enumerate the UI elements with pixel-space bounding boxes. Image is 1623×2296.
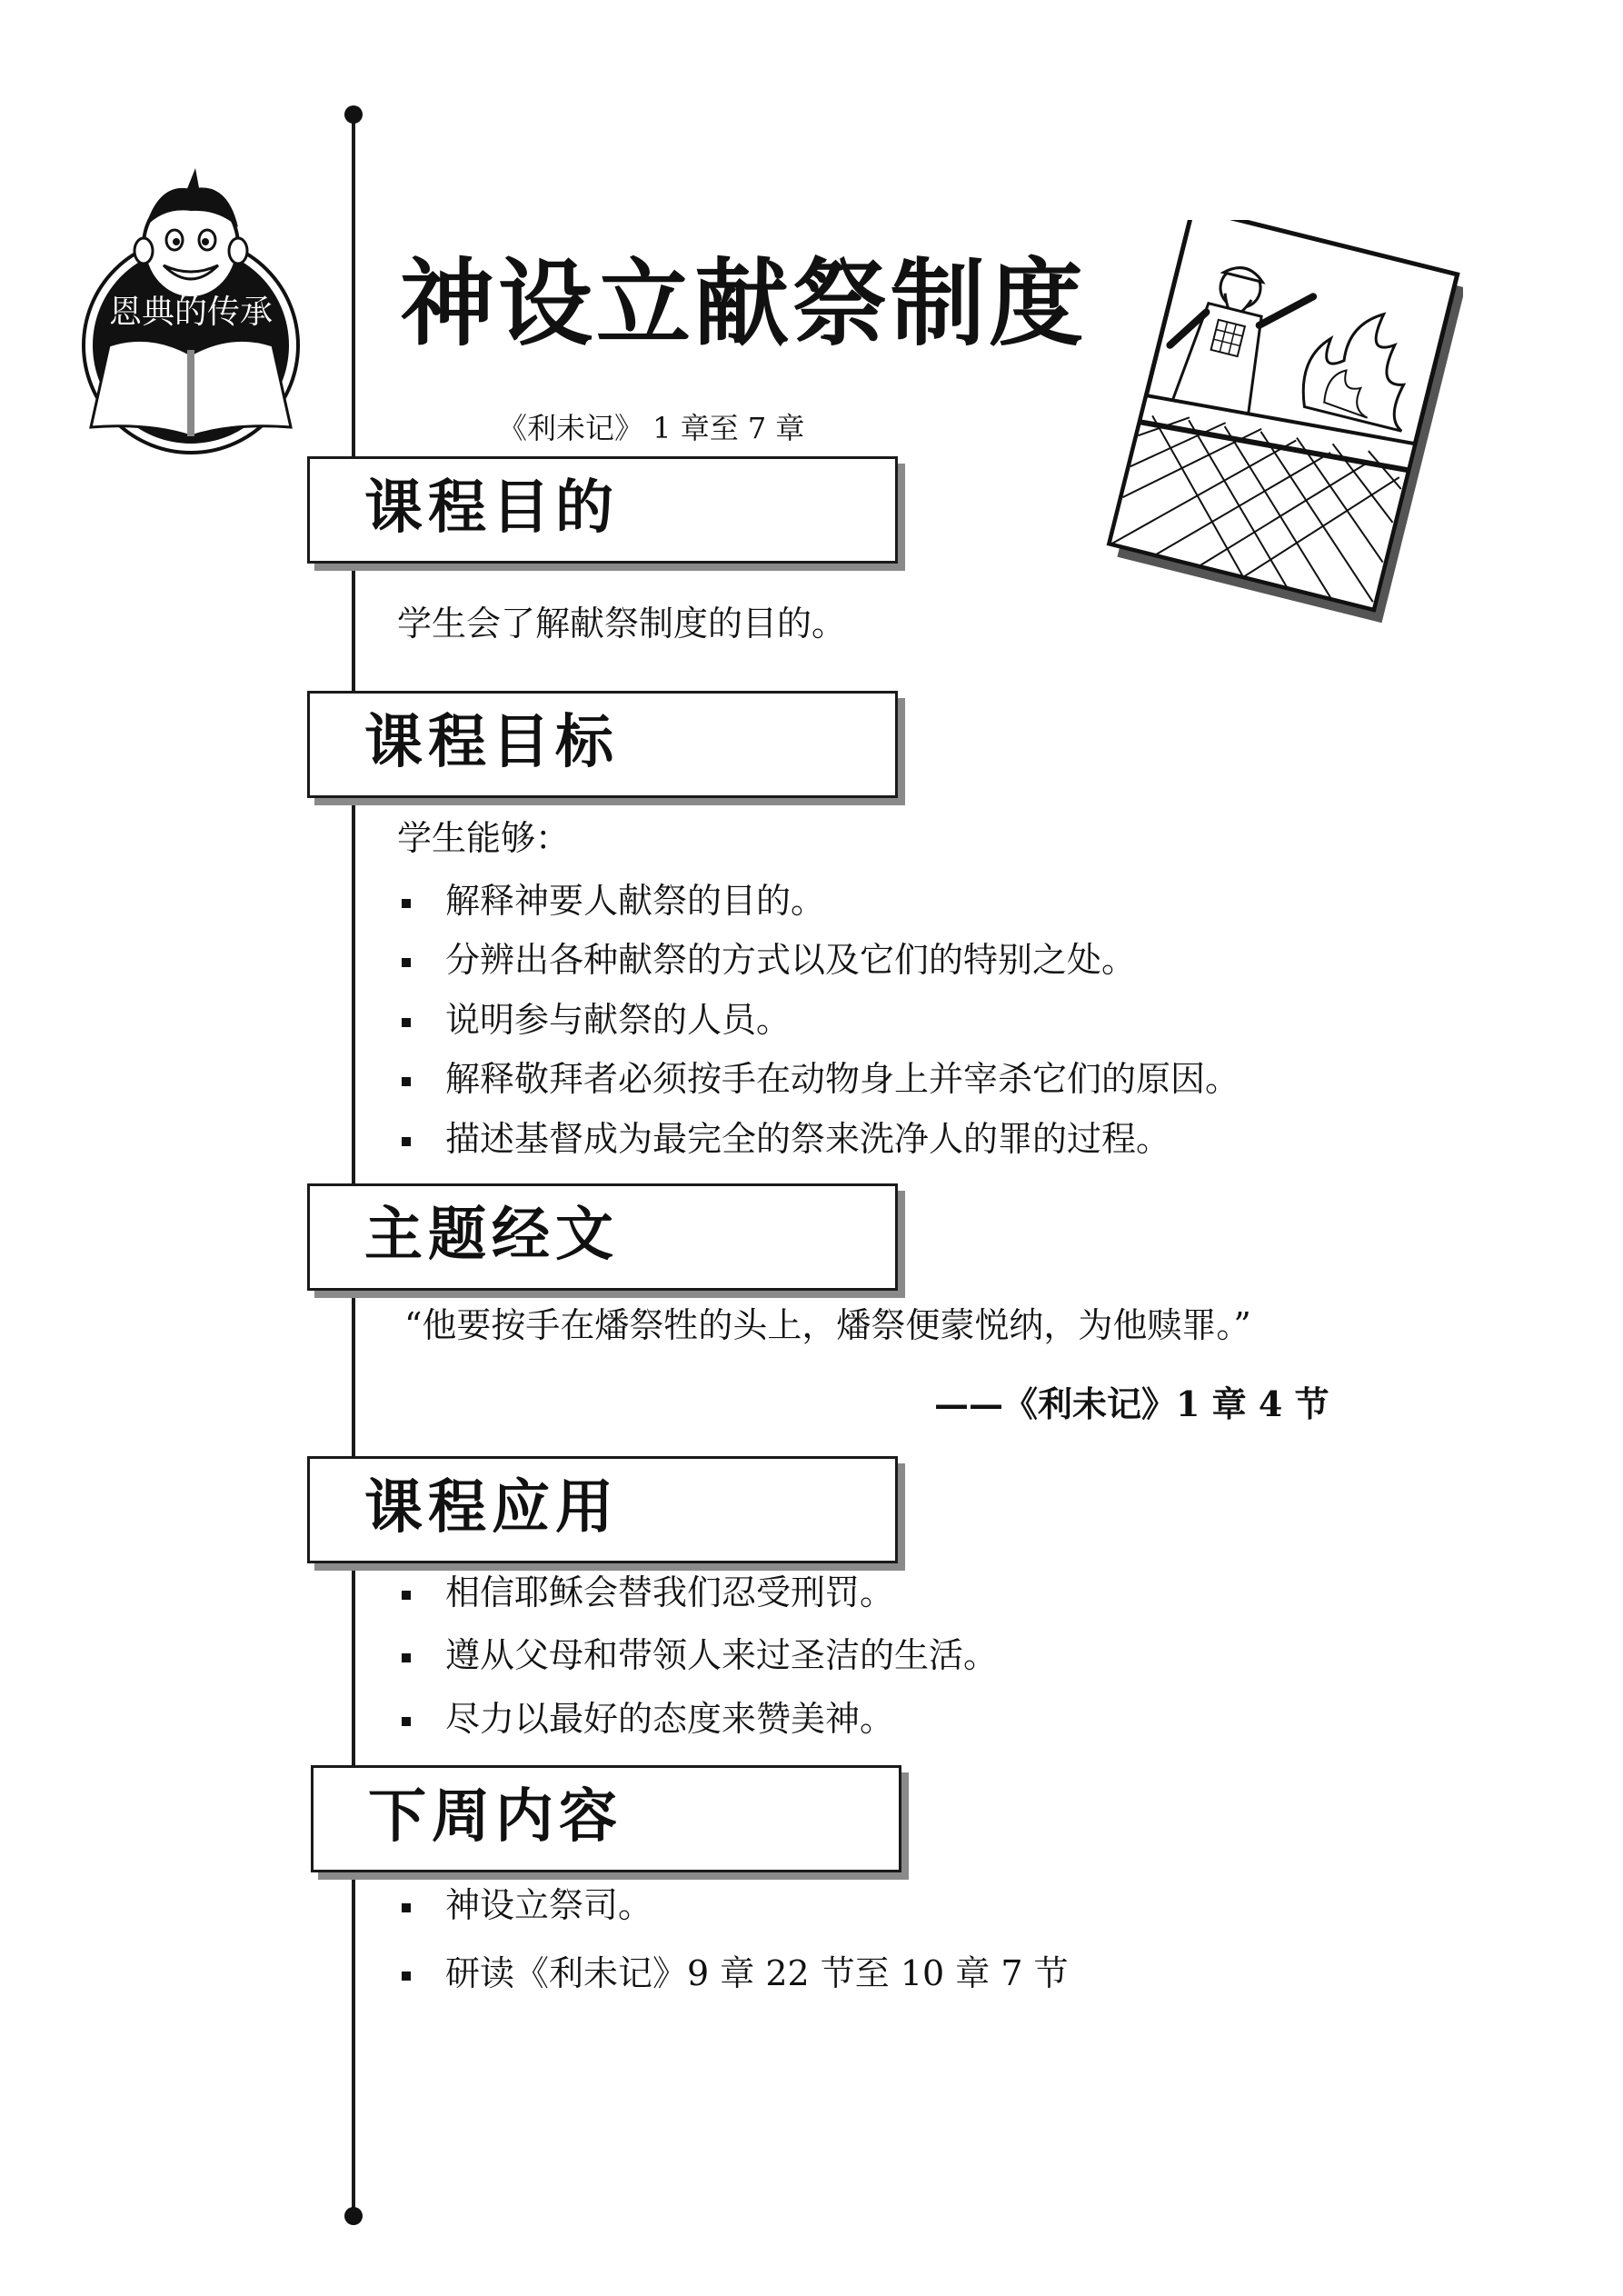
list-item: 相信耶稣会替我们忍受刑罚。 (445, 1571, 998, 1615)
next-week-list (445, 1883, 1069, 1997)
list-item: 分辨出各种献祭的方式以及它们的特别之处。 (445, 938, 1240, 983)
list-item: 解释神要人献祭的目的。 (445, 879, 1240, 923)
priest-altar-illustration (1100, 220, 1463, 629)
section-purpose-header (307, 456, 898, 564)
timeline-dot-top (344, 105, 363, 124)
list-item: 尽力以最好的态度来赞美神。 (445, 1697, 998, 1742)
page-title: 神设立献祭制度 (400, 247, 1088, 359)
list-item: 解释敬拜者必须按手在动物身上并宰杀它们的原因。 (445, 1057, 1240, 1102)
objectives-intro: 学生能够： (397, 818, 571, 858)
objectives-list (445, 879, 1240, 1162)
logo (73, 164, 309, 454)
list-item: 遵从父母和带领人来过圣洁的生活。 (445, 1633, 998, 1678)
section-application-title: 课程应用 (364, 1473, 619, 1542)
section-next-week-title: 下周内容 (368, 1782, 622, 1851)
section-purpose-title: 课程目的 (364, 474, 619, 542)
priest-altar-icon (1100, 220, 1463, 629)
list-item: 描述基督成为最完全的祭来洗净人的罪的过程。 (445, 1117, 1240, 1162)
purpose-text: 学生会了解献祭制度的目的。 (397, 604, 847, 644)
timeline-dot-bottom (344, 2207, 363, 2225)
section-key-verse-header (307, 1183, 898, 1291)
section-application-header (307, 1456, 898, 1563)
application-list (445, 1571, 998, 1742)
timeline-line (352, 115, 355, 2216)
list-item: 说明参与献祭的人员。 (445, 998, 1240, 1043)
logo-text: 恩典的传承 (108, 294, 273, 331)
list-item: 神设立祭司。 (445, 1883, 1069, 1928)
list-item: 研读《利未记》9 章 22 节至 10 章 7 节 (445, 1952, 1069, 1996)
section-key-verse-title: 主题经文 (364, 1201, 619, 1269)
key-verse-reference: ——《利未记》1 章 4 节 (934, 1383, 1329, 1424)
section-objectives-title: 课程目标 (364, 708, 619, 776)
key-verse-quote: “他要按手在燔祭牲的头上，燔祭便蒙悦纳，为他赎罪。” (404, 1305, 1251, 1345)
scripture-range: 《利未记》 1 章至 7 章 (498, 411, 805, 445)
section-objectives-header (307, 691, 898, 798)
section-next-week-header (311, 1765, 901, 1872)
